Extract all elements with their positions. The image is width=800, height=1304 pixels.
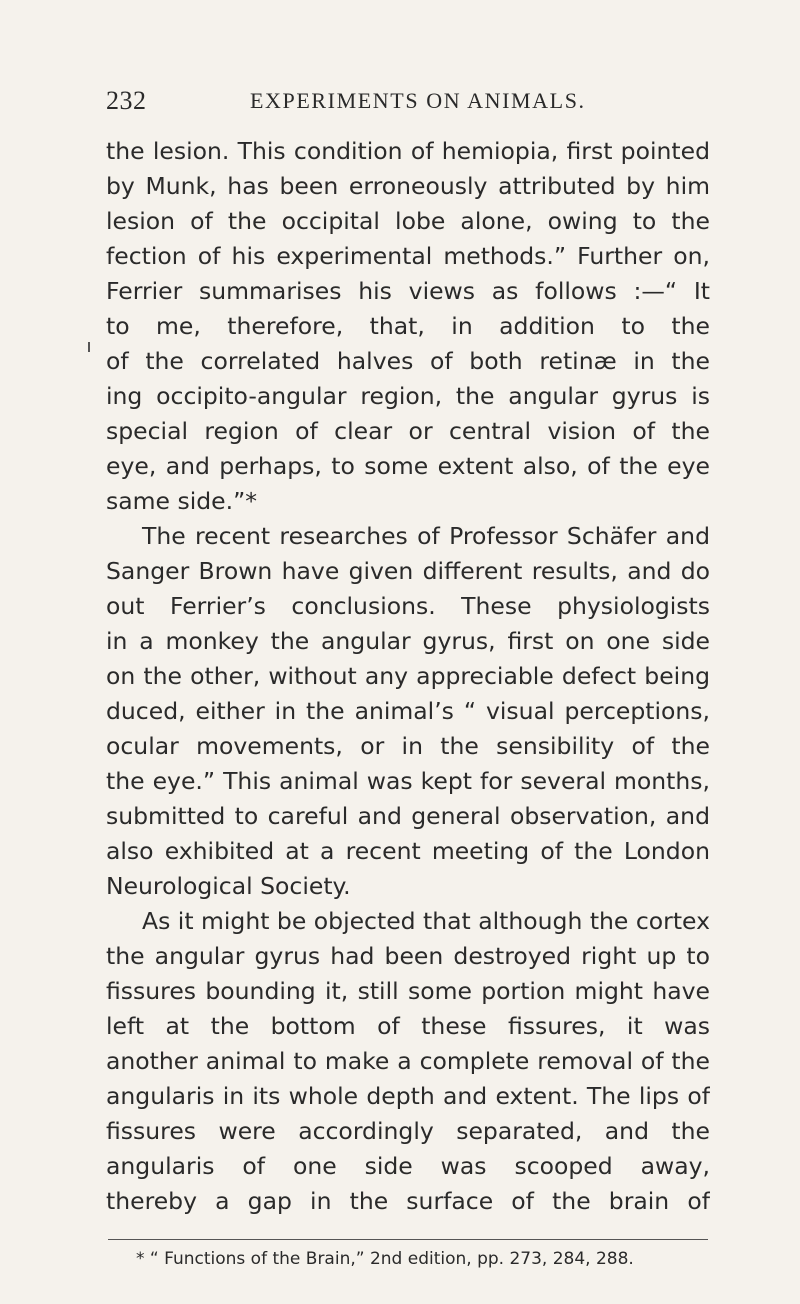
text-line: the eye.” This animal was kept for several months, [106,767,710,795]
text-line: ocular movements, or in the sensibility of the [106,732,710,760]
text-line: of the correlated halves of both retinæ in the [106,347,710,375]
text-line: also exhibited at a recent meeting of the London [106,837,710,865]
text-line: Sanger Brown have given different results, and do [106,557,710,585]
running-head [106,86,706,122]
text-line: out Ferrier’s conclusions. These physiologists [106,592,710,620]
paragraph-start-line: As it might be objected that although the cortex [142,907,710,935]
text-line: the lesion. This condition of hemiopia, first pointed [106,137,710,165]
text-line: eye, and perhaps, to some extent also, of the eye [106,452,710,480]
text-line: angularis in its whole depth and extent. The lips of [106,1082,710,1110]
footnote-rule [108,1239,708,1240]
text-line: on the other, without any appreciable defect being [106,662,710,690]
page-number: 232 [106,86,147,115]
text-line: Ferrier summarises his views as follows :—“ It [106,277,710,305]
margin-mark [88,342,90,352]
text-line: fissures bounding it, still some portion might have [106,977,710,1005]
text-line: by Munk, has been erroneously attributed by him [106,172,710,200]
text-line: special region of clear or central vision of the [106,417,710,445]
text-line: duced, either in the animal’s “ visual perceptions, [106,697,710,725]
body-text [106,134,710,1219]
text-line: in a monkey the angular gyrus, first on one side [106,627,710,655]
text-line: left at the bottom of these fissures, it was [106,1012,710,1040]
text-line: another animal to make a complete removal of the [106,1047,710,1075]
text-line: to me, therefore, that, in addition to the [106,312,710,340]
text-line: Neurological Society. [106,872,351,900]
text-line: submitted to careful and general observation, and [106,802,710,830]
text-line: ing occipito-angular region, the angular gyrus is [106,382,710,410]
running-title: EXPERIMENTS ON ANIMALS. [250,88,586,113]
text-line: lesion of the occipital lobe alone, owing to the [106,207,710,235]
text-line: same side.”* [106,487,258,515]
text-line: fissures were accordingly separated, and the [106,1117,710,1145]
paragraph-start-line: The recent researches of Professor Schäfer and [142,522,710,550]
text-line: the angular gyrus had been destroyed right up to [106,942,710,970]
text-line: angularis of one side was scooped away, [106,1152,710,1180]
text-line: fection of his experimental methods.” Further on, [106,242,710,270]
footnote: * “ Functions of the Brain,” 2nd edition, pp. 273, 284, 288. [136,1249,634,1269]
text-line: thereby a gap in the surface of the brain of [106,1187,710,1215]
